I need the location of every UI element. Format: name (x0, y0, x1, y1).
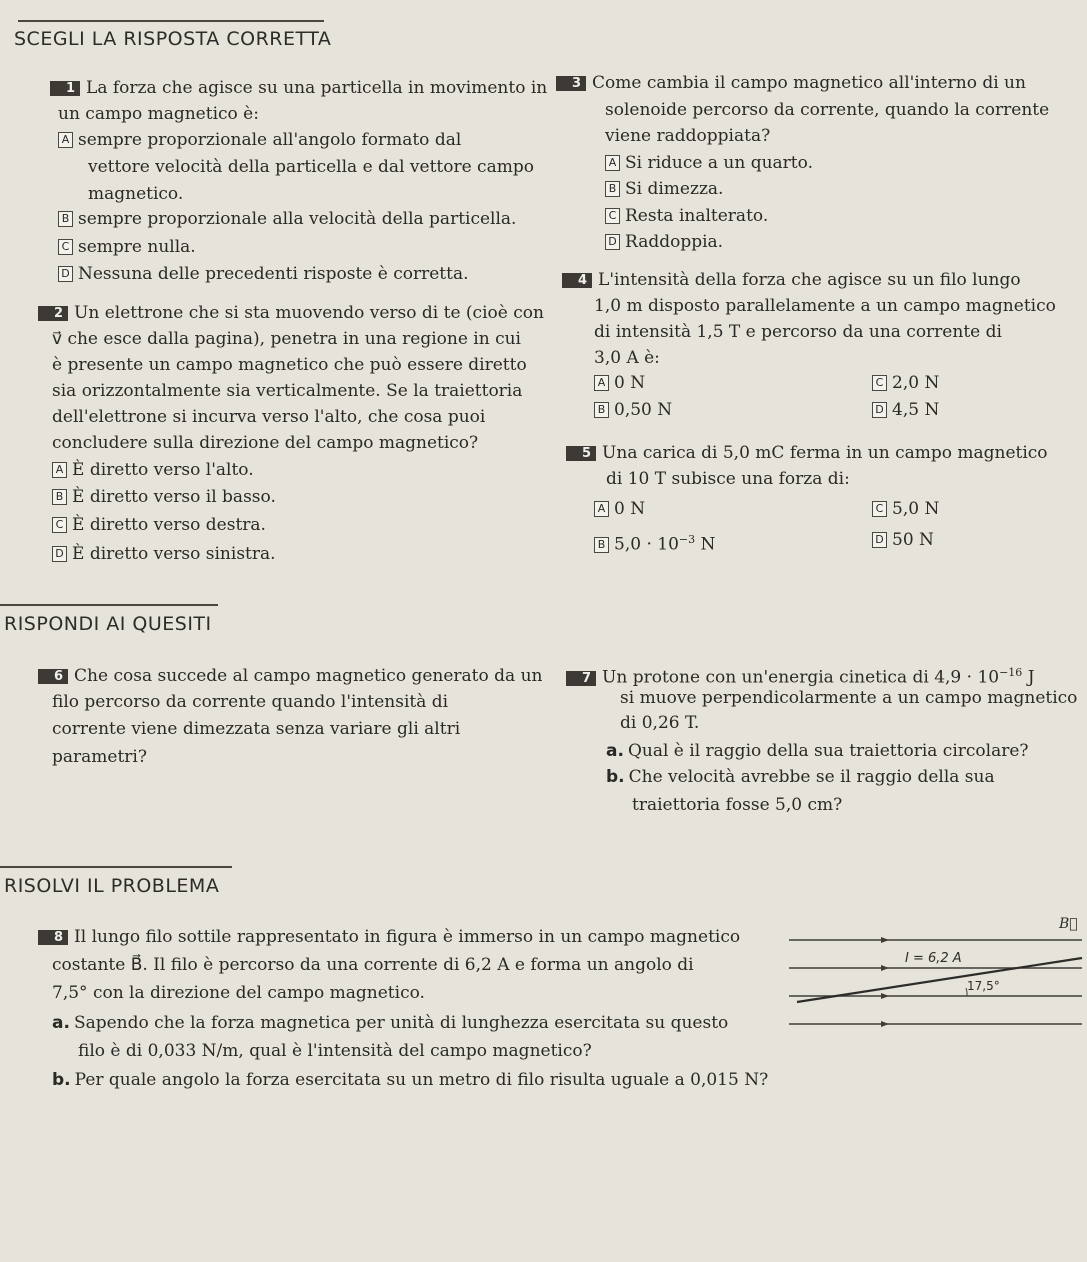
option-c[interactable]: C sempre nulla. (58, 234, 196, 260)
question-text: un campo magnetico è: (58, 104, 259, 124)
question-text: viene raddoppiata? (605, 126, 771, 146)
field-arrow-icon (881, 965, 889, 971)
field-arrow-icon (881, 937, 889, 943)
question-text: è presente un campo magnetico che può essere diretto (52, 355, 527, 375)
question-number: 8 (38, 930, 68, 945)
question-number: 6 (38, 669, 68, 684)
section-title: SCEGLI LA RISPOSTA CORRETTA (14, 28, 332, 50)
question-text: di 10 T subisce una forza di: (606, 469, 850, 489)
option-d[interactable]: D È diretto verso sinistra. (52, 541, 276, 567)
option-c[interactable]: C Resta inalterato. (605, 203, 768, 229)
option-d[interactable]: D 4,5 N (872, 397, 939, 423)
option-c[interactable]: C 5,0 N (872, 496, 939, 522)
question-text: si muove perpendicolarmente a un campo magnetico (620, 688, 1078, 708)
question-text: parametri? (52, 747, 147, 767)
option-a[interactable]: A 0 N (594, 370, 645, 396)
question-number: 4 (562, 273, 592, 288)
question-8: 8 Il lungo filo sottile rappresentato in figura è immerso in un campo magnetico (38, 924, 740, 950)
section-title: RISPONDI AI QUESITI (4, 613, 212, 635)
option-a[interactable]: A 0 N (594, 496, 645, 522)
question-number: 1 (50, 81, 80, 96)
question-text: concludere sulla direzione del campo magnetico? (52, 433, 479, 453)
question-2: 2 Un elettrone che si sta muovendo verso di te (cioè con (38, 300, 544, 326)
section-rule (0, 604, 218, 606)
question-text: corrente viene dimezzata senza variare gli altri (52, 719, 461, 739)
angle-label: 17,5° (967, 979, 1000, 993)
question-6: 6 Che cosa succede al campo magnetico generato da un (38, 663, 542, 689)
subquestion-b: b. Che velocità avrebbe se il raggio della sua (606, 767, 995, 787)
question-text: dell'elettrone si incurva verso l'alto, che cosa puoi (52, 407, 486, 427)
question-3: 3 Come cambia il campo magnetico all'interno di un (556, 70, 1026, 96)
wire-figure (777, 912, 1087, 1037)
subquestion-a: a. Qual è il raggio della sua traiettoria circolare? (606, 741, 1029, 761)
question-text: 7,5° con la direzione del campo magnetico. (52, 983, 425, 1003)
question-text: sia orizzontalmente sia verticalmente. Se la traiettoria (52, 381, 523, 401)
option-text: magnetico. (88, 184, 184, 204)
field-arrow-icon (881, 1021, 889, 1027)
section-rule (0, 866, 232, 868)
subquestion-a: a. Sapendo che la forza magnetica per unità di lunghezza esercitata su questo (52, 1013, 729, 1033)
question-text: 1,0 m disposto parallelamente a un campo magnetico (594, 296, 1056, 316)
option-a[interactable]: A sempre proporzionale all'angolo formato dal (58, 127, 461, 153)
option-a[interactable]: A Si riduce a un quarto. (605, 150, 813, 176)
question-text: v⃗ che esce dalla pagina), penetra in una regione in cui (52, 329, 521, 349)
field-arrow-icon (881, 993, 889, 999)
subquestion-b: b. Per quale angolo la forza esercitata su un metro di filo risulta uguale a 0,015 N? (52, 1070, 769, 1090)
option-c[interactable]: C È diretto verso destra. (52, 512, 266, 538)
question-number: 7 (566, 671, 596, 686)
field-label: B⃗ (1059, 916, 1078, 932)
subquestion-text: filo è di 0,033 N/m, qual è l'intensità del campo magnetico? (78, 1041, 592, 1061)
question-text: 3,0 A è: (594, 348, 660, 368)
question-text: filo percorso da corrente quando l'intensità di (52, 692, 449, 712)
option-text: vettore velocità della particella e dal vettore campo (88, 157, 534, 177)
option-b[interactable]: B Si dimezza. (605, 176, 723, 202)
option-c[interactable]: C 2,0 N (872, 370, 939, 396)
subquestion-text: traiettoria fosse 5,0 cm? (632, 795, 843, 815)
question-text: costante B⃗. Il filo è percorso da una corrente di 6,2 A e forma un angolo di (52, 955, 694, 975)
question-text: solenoide percorso da corrente, quando la corrente (605, 100, 1050, 120)
question-text: di 0,26 T. (620, 713, 700, 733)
question-text: di intensità 1,5 T e percorso da una corrente di (594, 322, 1002, 342)
option-b[interactable]: B 0,50 N (594, 397, 672, 423)
section-title: RISOLVI IL PROBLEMA (4, 875, 220, 897)
question-5: 5 Una carica di 5,0 mC ferma in un campo magnetico (566, 440, 1048, 466)
question-4: 4 L'intensità della forza che agisce su un filo lungo (562, 267, 1021, 293)
question-number: 3 (556, 76, 586, 91)
option-b[interactable]: B È diretto verso il basso. (52, 484, 276, 510)
question-number: 5 (566, 446, 596, 461)
option-d[interactable]: D 50 N (872, 527, 934, 553)
option-a[interactable]: A È diretto verso l'alto. (52, 457, 254, 483)
question-7: 7 Un protone con un'energia cinetica di $4,9 \cdot 10^{-16}$ J (566, 660, 1035, 691)
section-rule (18, 20, 324, 22)
question-1: 1 La forza che agisce su una particella in movimento in (50, 75, 547, 101)
question-number: 2 (38, 306, 68, 321)
option-d[interactable]: D Raddoppia. (605, 229, 723, 255)
current-label: I = 6,2 A (905, 951, 962, 966)
option-b[interactable]: B sempre proporzionale alla velocità della particella. (58, 206, 516, 232)
option-d[interactable]: D Nessuna delle precedenti risposte è corretta. (58, 261, 468, 287)
option-b[interactable]: B $5,0 \cdot 10^{-3}$ N (594, 527, 715, 558)
